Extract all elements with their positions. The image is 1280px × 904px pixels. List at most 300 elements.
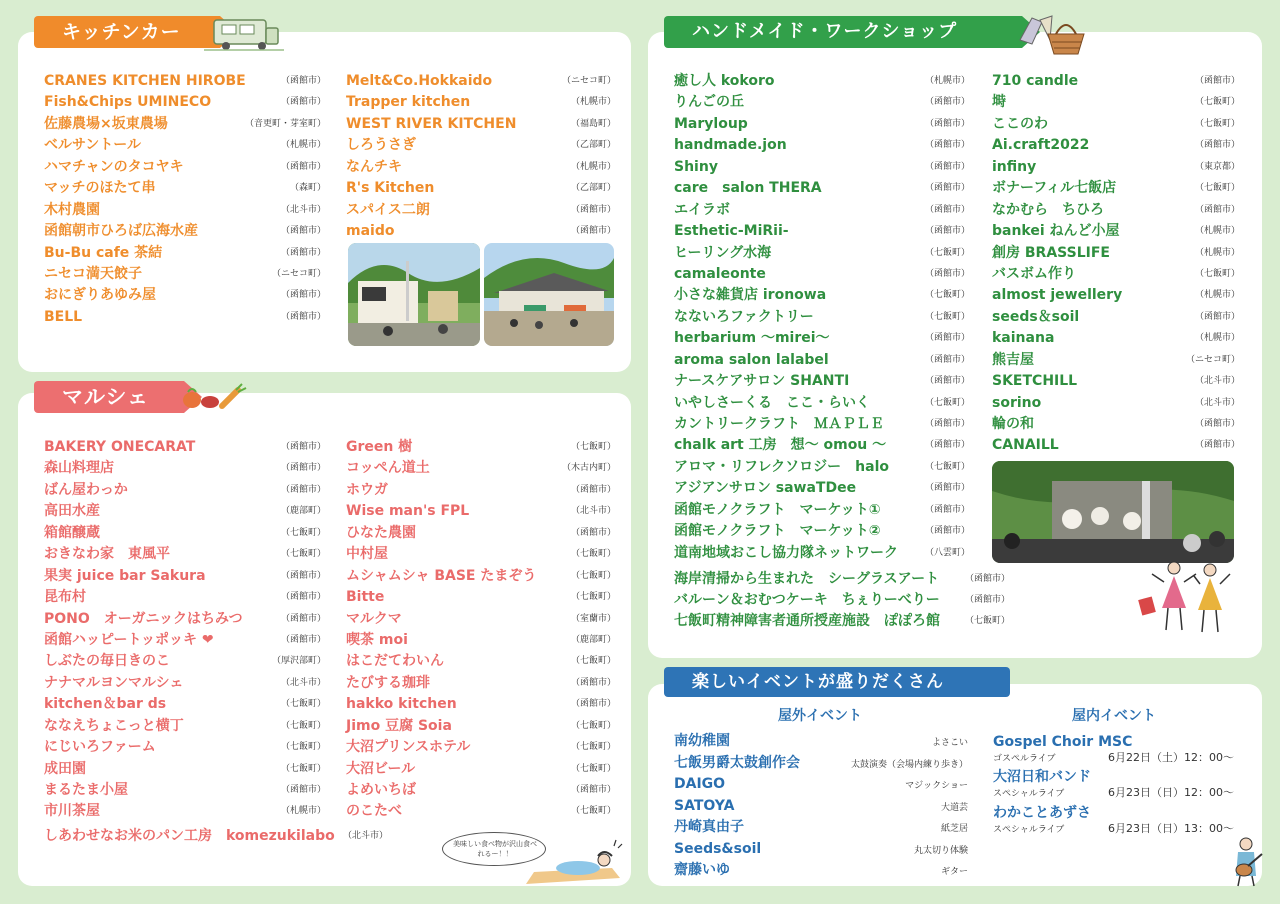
list-item (674, 839, 968, 859)
vendor-city: （七飯町） (964, 616, 1010, 627)
list-item (44, 264, 326, 285)
vendor-name: 喫茶 moi (346, 631, 408, 648)
vendor-name: 市川茶屋 (44, 803, 100, 820)
vendor-city: （七飯町） (924, 247, 970, 258)
marche-list-right (346, 437, 616, 823)
list-item (346, 480, 616, 501)
list-item (346, 437, 616, 458)
list-item (44, 114, 326, 135)
vendor-city: （函館市） (1194, 140, 1240, 151)
vendor-name: Bu-Bu cafe 茶結 (44, 244, 163, 261)
list-item (674, 92, 970, 113)
list-item (674, 521, 970, 542)
vendor-city: （ニセコ町） (271, 268, 326, 279)
list-item (44, 826, 388, 847)
vendor-name: care salon THERA (674, 180, 822, 197)
vendor-city: （乙部町） (570, 140, 616, 151)
list-item (44, 587, 326, 608)
event-description: よさこい (931, 738, 968, 748)
vendor-name: PONO オーガニックはちみつ (44, 610, 243, 627)
events-heading: 楽しいイベントが盛りだくさん (664, 667, 1010, 697)
vendor-city: （函館市） (280, 97, 326, 108)
vendor-name: 大沼ビール (346, 760, 416, 777)
list-item (674, 414, 970, 435)
list-item (674, 307, 970, 328)
list-item (44, 92, 326, 113)
list-item (346, 673, 616, 694)
vendor-city: （函館市） (280, 442, 326, 452)
vendor-name: はこだてわいん (346, 653, 444, 670)
list-item (993, 803, 1243, 837)
list-item (674, 435, 970, 456)
vendor-city: （函館市） (280, 463, 326, 474)
list-item (346, 716, 616, 737)
vendor-name: Shiny (674, 158, 718, 175)
vendor-city: （函館市） (280, 613, 326, 624)
list-item (992, 243, 1240, 264)
list-item (346, 651, 616, 672)
vendor-city: （札幌市） (1194, 290, 1240, 301)
vendor-city: （札幌市） (1194, 333, 1240, 344)
vendor-name: たびする珈琲 (346, 674, 430, 691)
vendor-name: almost jewellery (992, 287, 1123, 304)
event-performer: 齋藤いゆ (674, 862, 730, 878)
list-item (674, 590, 1010, 611)
vendor-city: （函館市） (1194, 76, 1240, 86)
list-item (992, 285, 1240, 306)
vendor-city: （鹿部町） (280, 506, 326, 517)
vendor-name: 海岸清掃から生まれた シーグラスアート (674, 570, 940, 587)
list-item (44, 71, 326, 92)
vendor-name: 佐藤農場×坂東農場 (44, 115, 168, 132)
list-item (992, 157, 1240, 178)
vendor-city: （七飯町） (280, 549, 326, 560)
list-item (44, 759, 326, 780)
vendor-name: SKETCHILL (992, 373, 1078, 390)
list-item (992, 307, 1240, 328)
vendor-city: （函館市） (964, 594, 1010, 605)
list-item (674, 157, 970, 178)
vendor-name: 函館朝市ひろば広海水産 (44, 223, 198, 240)
vendor-name: ムシャムシャ BASE たまぞう (346, 567, 537, 584)
vendor-city: （函館市） (280, 634, 326, 645)
list-item (346, 609, 616, 630)
vendor-name: 大沼プリンスホテル (346, 739, 471, 756)
vendor-name: ボナーフィル七飯店 (992, 180, 1117, 197)
vendor-name: まるたま小屋 (44, 782, 128, 798)
vendor-name: ホウガ (346, 481, 388, 498)
list-item (674, 200, 970, 221)
list-item (993, 767, 1243, 801)
vendor-city: （函館市） (280, 311, 326, 322)
vendor-city: （函館市） (924, 183, 970, 194)
vendor-city: （函館市） (1194, 440, 1240, 451)
event-performer: 丹崎真由子 (674, 819, 744, 835)
event-description: マジックショー (905, 781, 968, 791)
vendor-name: 木村農園 (44, 201, 100, 218)
vendor-name: ひなた農園 (346, 524, 416, 541)
vendor-city: （函館市） (280, 161, 326, 172)
vendor-city: （七飯町） (1194, 118, 1240, 129)
vendor-city: （ニセコ町） (561, 76, 616, 86)
list-item (44, 780, 326, 801)
list-item (346, 587, 616, 608)
vendor-name: bankei ねんど小屋 (992, 223, 1120, 240)
vendor-city: （函館市） (280, 484, 326, 495)
vendor-city: （北斗市） (1194, 376, 1240, 387)
marche-heading: マルシェ (34, 381, 184, 413)
list-item (674, 500, 970, 521)
vendor-name: スパイス二朗 (346, 201, 430, 218)
list-item (346, 759, 616, 780)
list-item (346, 221, 616, 242)
vendor-name: マッチのほたて串 (44, 180, 156, 197)
vendor-city: （七飯町） (570, 806, 616, 817)
vendor-city: （函館市） (924, 354, 970, 365)
list-item (674, 796, 968, 816)
vendor-name: おにぎりあゆみ屋 (44, 287, 156, 304)
vendor-city: （函館市） (924, 376, 970, 387)
vendor-city: （七飯町） (570, 720, 616, 731)
handmade-list-right (992, 71, 1240, 457)
vendor-city: （ニセコ町） (1185, 354, 1240, 365)
list-item (992, 393, 1240, 414)
vendor-city: （函館市） (924, 483, 970, 494)
event-description: 大道芸 (940, 802, 968, 813)
vendor-city: （函館市） (570, 226, 616, 237)
list-item (44, 630, 326, 651)
list-item (346, 135, 616, 156)
vendor-name: カントリークラフト ＭＡＰＬＥ (674, 416, 884, 432)
vendor-name: ナナマルヨンマルシェ (44, 674, 184, 691)
vendor-name: のこたべ (346, 803, 402, 820)
event-performer: Gospel Choir MSC (993, 734, 1133, 750)
list-item (674, 774, 968, 794)
vendor-name: なないろファクトリー (674, 308, 814, 325)
vendor-city: （七飯町） (1194, 268, 1240, 279)
vendor-name: 函館ハッピートッポッキ ❤ (44, 631, 214, 648)
vendor-city: （音更町・芽室町） (244, 118, 326, 129)
vendor-name: kainana (992, 330, 1055, 347)
vendor-name: BELL (44, 308, 83, 325)
list-item (44, 523, 326, 544)
list-item (44, 285, 326, 306)
vendor-city: （七飯町） (570, 592, 616, 603)
list-item (674, 371, 970, 392)
list-item (346, 737, 616, 758)
vendor-city: （函館市） (964, 573, 1010, 584)
vendor-city: （七飯町） (570, 656, 616, 667)
vendor-city: （七飯町） (280, 527, 326, 538)
vendor-city: （札幌市） (280, 806, 326, 817)
list-item (346, 544, 616, 565)
indoor-events-title: 屋内イベント (1072, 708, 1156, 724)
vendor-city: （札幌市） (570, 161, 616, 172)
vendor-city: （函館市） (924, 504, 970, 515)
vendor-name: エイラボ (674, 201, 730, 218)
list-item (346, 92, 616, 113)
vendor-name: なかむら ちひろ (992, 201, 1104, 218)
vendor-city: （木古内町） (561, 463, 616, 474)
list-item (346, 523, 616, 544)
event-performer: わかことあずさ (993, 805, 1091, 821)
vendor-name: 710 candle (992, 73, 1079, 89)
vendor-name: バスボム作り (992, 265, 1076, 282)
vendor-name: アロマ・リフレクソロジー halo (674, 458, 889, 475)
vendor-name: 道南地域おこし協力隊ネットワーク (674, 544, 898, 561)
vendor-name: maido (346, 223, 395, 240)
vendor-city: （北斗市） (342, 831, 388, 841)
list-item (674, 478, 970, 499)
list-item (44, 566, 326, 587)
vendor-name: バルーン＆おむつケーキ ちぇりーべりー (674, 591, 940, 608)
vendor-city: （函館市） (280, 785, 326, 795)
vendor-city: （札幌市） (1194, 226, 1240, 237)
kitchen-car-photo (348, 243, 480, 346)
vendor-name: herbarium 〜mirei〜 (674, 330, 830, 347)
event-performer: 七飯男爵太鼓創作会 (674, 754, 800, 771)
vendor-city: （北斗市） (280, 677, 326, 688)
list-item (992, 414, 1240, 435)
vendor-city: （札幌市） (1194, 247, 1240, 258)
handmade-list-left (674, 71, 970, 564)
list-item (992, 114, 1240, 135)
vendor-city: （函館市） (280, 570, 326, 581)
vendor-city: （函館市） (924, 226, 970, 237)
vendor-city: （函館市） (924, 161, 970, 172)
vendor-city: （森町） (289, 183, 326, 194)
list-item (674, 178, 970, 199)
vendor-name: chalk art 工房 想〜 omou 〜 (674, 437, 887, 454)
vendor-city: （北斗市） (280, 204, 326, 215)
vendor-name: ななえちょこっと横丁 (44, 717, 184, 734)
vendor-city: （鹿部町） (570, 634, 616, 645)
list-item (346, 694, 616, 715)
list-item (992, 264, 1240, 285)
list-item (44, 694, 326, 715)
vendor-name: なんチキ (346, 158, 402, 175)
vegetables-illustration (178, 382, 248, 412)
vendor-name: りんごの丘 (674, 94, 744, 111)
vendor-city: （札幌市） (924, 76, 970, 86)
vendor-city: （室蘭市） (570, 613, 616, 624)
vendor-name: 創房 BRASSLIFE (992, 244, 1110, 261)
vendor-name: おきなわ家 東風平 (44, 546, 170, 563)
list-item (44, 737, 326, 758)
list-item (992, 178, 1240, 199)
list-item (346, 71, 616, 92)
vendor-city: （函館市） (280, 76, 326, 86)
list-item (44, 307, 326, 328)
list-item (44, 480, 326, 501)
vendor-city: （函館市） (570, 699, 616, 710)
vendor-city: （函館市） (570, 527, 616, 538)
list-item (674, 221, 970, 242)
vendor-city: （七飯町） (280, 720, 326, 731)
vendor-name: WEST RIVER KITCHEN (346, 115, 517, 132)
vendor-name: Bitte (346, 589, 385, 606)
vendor-name: Esthetic-MiRii- (674, 223, 789, 240)
vendor-city: （七飯町） (570, 570, 616, 581)
vendor-name: 塒 (992, 94, 1006, 111)
list-item (992, 350, 1240, 371)
event-datetime: 6月23日（日）12：00〜 (1108, 786, 1234, 799)
event-description: 丸太切り体験 (913, 845, 968, 856)
list-item (44, 501, 326, 522)
list-item (993, 732, 1243, 766)
list-item (992, 135, 1240, 156)
list-item (992, 71, 1240, 92)
vendor-city: （七飯町） (280, 699, 326, 710)
vendor-city: （東京都） (1194, 161, 1240, 172)
list-item (346, 114, 616, 135)
kitchen-list-right (346, 71, 616, 243)
event-performer: Seeds&soil (674, 840, 762, 857)
list-item (674, 328, 970, 349)
vendor-name: しぶたの毎日きのこ (44, 653, 170, 670)
vendor-name: seeds＆soil (992, 308, 1080, 325)
list-item (44, 243, 326, 264)
vendor-city: （七飯町） (570, 442, 616, 452)
vendor-city: （函館市） (570, 785, 616, 795)
marche-last-row (44, 826, 388, 847)
vendor-name: Ai.craft2022 (992, 137, 1090, 154)
vendor-city: （北斗市） (570, 506, 616, 517)
food-truck-illustration (200, 14, 286, 54)
vendor-name: Green 樹 (346, 439, 413, 455)
list-item (674, 569, 1010, 590)
event-type: スペシャルライブ (993, 825, 1065, 835)
list-item (44, 157, 326, 178)
vendor-name: camaleonte (674, 265, 766, 282)
vendor-city: （七飯町） (924, 461, 970, 472)
vendor-city: （札幌市） (570, 97, 616, 108)
event-description: ギター (941, 867, 968, 877)
vendor-city: （厚沢部町） (271, 656, 326, 667)
list-item (346, 566, 616, 587)
list-item (674, 817, 968, 837)
vendor-name: ここのわ (992, 115, 1048, 132)
list-item (346, 501, 616, 522)
list-item (674, 457, 970, 478)
vendor-name: R's Kitchen (346, 180, 435, 197)
list-item (44, 651, 326, 672)
vendor-city: （七飯町） (570, 763, 616, 774)
picnic-girl-illustration (520, 838, 626, 886)
list-item (44, 609, 326, 630)
list-item (346, 178, 616, 199)
list-item (44, 437, 326, 458)
event-description: 紙芝居 (940, 824, 968, 834)
event-datetime: 6月23日（日）13：00〜 (1108, 822, 1234, 835)
list-item (44, 544, 326, 565)
vendor-city: （函館市） (924, 268, 970, 279)
vendor-name: CRANES KITCHEN HIROBE (44, 73, 246, 89)
vendor-city: （札幌市） (280, 140, 326, 151)
event-description: 太鼓演奏（会場内練り歩き） (850, 759, 968, 770)
vendor-name: 昆布村 (44, 589, 86, 606)
vendor-name: sorino (992, 394, 1042, 411)
list-item (674, 114, 970, 135)
vendor-name: ばん屋わっか (44, 481, 128, 498)
list-item (44, 135, 326, 156)
list-item (674, 135, 970, 156)
list-item (674, 350, 970, 371)
vendor-name: Maryloup (674, 115, 748, 132)
event-venue-photo (484, 243, 614, 346)
vendor-name: ナースケアサロン SHANTI (674, 373, 850, 390)
craft-basket-illustration (1012, 12, 1088, 58)
list-item (44, 801, 326, 822)
vendor-name: Fish&Chips UMINECO (44, 94, 212, 111)
list-item (992, 371, 1240, 392)
vendor-city: （七飯町） (570, 742, 616, 753)
list-item (992, 435, 1240, 456)
event-type: ゴスペルライブ (993, 754, 1056, 764)
vendor-city: （函館市） (1194, 311, 1240, 322)
vendor-city: （七飯町） (570, 549, 616, 560)
event-performer: 南幼稚園 (674, 733, 730, 749)
marche-list-left (44, 437, 326, 823)
event-performer: DAIGO (674, 776, 726, 792)
vendor-city: （七飯町） (1194, 97, 1240, 108)
vendor-name: ヒーリング水海 (674, 244, 772, 261)
list-item (674, 611, 1010, 632)
vendor-name: ハマチャンのタコヤキ (44, 158, 184, 175)
vendor-city: （函館市） (280, 290, 326, 301)
vendor-name: にじいろファーム (44, 739, 156, 756)
vendor-city: （七飯町） (280, 742, 326, 753)
vendor-city: （函館市） (570, 677, 616, 688)
event-performer: SATOYA (674, 797, 735, 814)
list-item (44, 716, 326, 737)
list-item (346, 780, 616, 801)
list-item (992, 328, 1240, 349)
vendor-name: Trapper kitchen (346, 94, 471, 111)
list-item (674, 860, 968, 880)
vendor-city: （七飯町） (1194, 183, 1240, 194)
vendor-name: 森山料理店 (44, 460, 114, 477)
vendor-name: BAKERY ONECARAT (44, 439, 196, 455)
vendor-city: （函館市） (924, 333, 970, 344)
vendor-name: しあわせなお米のパン工房 komezukilabo (44, 828, 335, 844)
vendor-city: （七飯町） (924, 311, 970, 322)
vendor-city: （七飯町） (924, 290, 970, 301)
list-item (992, 92, 1240, 113)
vendor-name: 成田園 (44, 760, 86, 777)
vendor-name: 小さな雑貨店 ironowa (674, 287, 827, 304)
guitar-player-illustration (1226, 836, 1266, 888)
vendor-name: kitchen＆bar ds (44, 696, 167, 713)
vendor-name: よめいちば (346, 782, 416, 798)
list-item (674, 543, 970, 564)
list-item (346, 200, 616, 221)
vendor-name: CANAILL (992, 437, 1059, 454)
list-item (44, 200, 326, 221)
vendor-name: しろうさぎ (346, 137, 416, 154)
vendor-city: （函館市） (1194, 419, 1240, 429)
vendor-city: （七飯町） (924, 397, 970, 408)
vendor-name: 函館モノクラフト マーケット② (674, 523, 881, 540)
vendor-name: aroma salon lalabel (674, 351, 829, 368)
vendor-name: 箱館醸蔵 (44, 524, 100, 541)
vendor-name: 七飯町精神障害者通所授産施設 ぽぽろ館 (674, 613, 940, 630)
vendor-city: （函館市） (280, 247, 326, 258)
list-item (674, 753, 968, 773)
vendor-name: ベルサントール (44, 137, 142, 154)
drum-performance-photo (992, 461, 1234, 563)
event-datetime: 6月22日（土）12：00〜 (1108, 751, 1234, 764)
